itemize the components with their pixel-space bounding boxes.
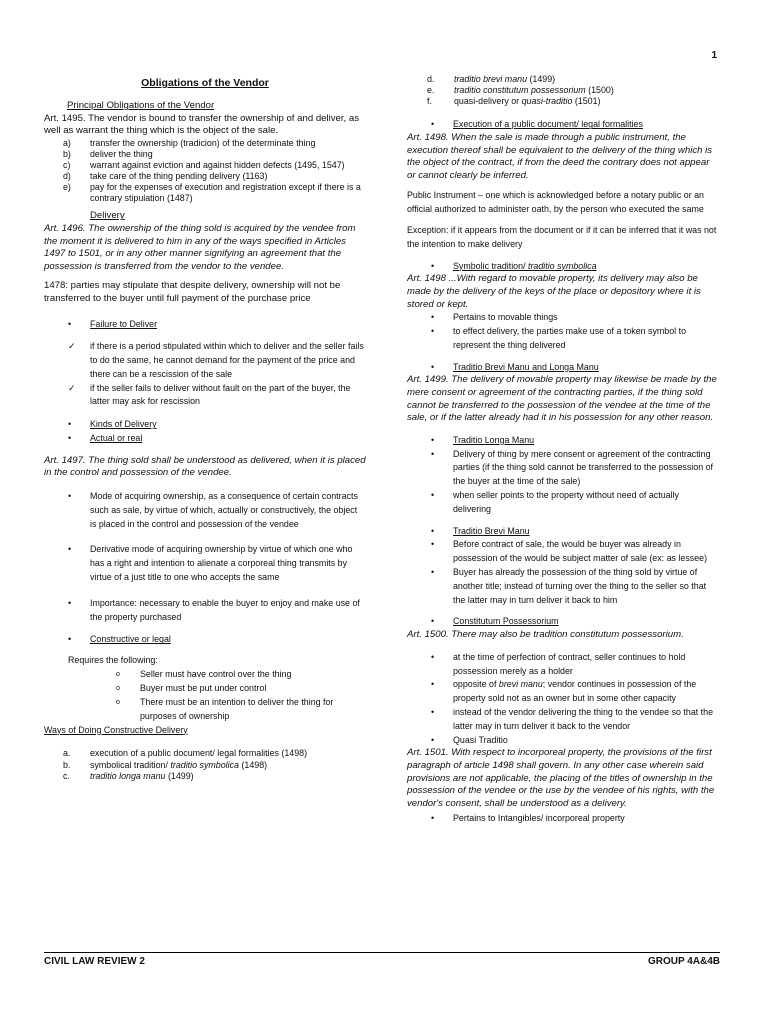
bullet-icon: • bbox=[431, 679, 435, 690]
bullet-icon: • bbox=[68, 433, 72, 444]
bullet-icon: • bbox=[68, 318, 72, 329]
bullet-icon: • bbox=[68, 597, 72, 608]
list-item bbox=[44, 340, 366, 381]
list-item bbox=[63, 182, 366, 204]
art-1501: Art. 1501. With respect to incorporeal property, the provisions of the first paragraph of article 1498 shall govern. In any other case wherein said provisions are not applicable, the placing of the titles of ownership in the possession of the vendee or the use by the vendee of his rights, with the vendor's consent, shall be understood as a delivery. bbox=[407, 747, 715, 809]
constructive-or-legal-heading: Constructive or legal bbox=[90, 634, 171, 645]
list-item bbox=[44, 633, 366, 647]
list-item-text: Buyer has already the possession of the thing sold by virtue of another title; instead of turning over the thing to the seller so that the latter may in turn deliver it back to him bbox=[453, 566, 707, 605]
list-item bbox=[44, 696, 366, 724]
list-item-text: deliver the thing bbox=[90, 148, 153, 159]
ways-constructive-heading: Ways of Doing Constructive Delivery bbox=[44, 724, 188, 735]
checkmark-icon: ✓ bbox=[68, 382, 76, 393]
list-item-text: Derivative mode of acquiring ownership by virtue of which one who has a right and intention to alienate a corporeal thing transmits by virtue of a just title to one who accepts the same bbox=[90, 544, 353, 583]
list-marker: d) bbox=[63, 171, 71, 182]
art-1496: Art. 1496. The ownership of the thing sold is acquired by the vendee from the moment it is delivered to him in any of the ways specified in Articles 1497 to 1501, or in any other manner signifying an agreement that the possession is transferred from the vendor to the vendee. bbox=[44, 222, 356, 272]
requires-list bbox=[44, 668, 366, 724]
failure-to-deliver-list bbox=[44, 340, 366, 409]
list-item: c. traditio longa manu (1499) bbox=[63, 770, 194, 781]
bullet-icon: • bbox=[68, 491, 72, 502]
art-1478-note: 1478: parties may stipulate that despite delivery, ownership will not be transferred to the buyer until full payment of the purchase price bbox=[44, 280, 341, 304]
symbolic-tradition-heading: Symbolic tradition/ traditio symbolica bbox=[453, 260, 597, 271]
list-item bbox=[407, 361, 719, 375]
brevi-longa-heading: Traditio Brevi Manu and Longa Manu bbox=[453, 361, 599, 372]
page-title: Obligations of the Vendor bbox=[141, 77, 269, 89]
principal-obligations-list bbox=[44, 138, 366, 205]
checkmark-icon: ✓ bbox=[68, 341, 76, 352]
list-marker: a) bbox=[63, 137, 71, 148]
list-item: a. execution of a public document/ legal formalities (1498) bbox=[63, 748, 308, 759]
bullet-icon: • bbox=[431, 813, 435, 824]
list-item bbox=[407, 434, 719, 448]
bullet-icon: • bbox=[431, 525, 435, 536]
list-item bbox=[407, 538, 719, 566]
actual-or-real-heading: Actual or real bbox=[90, 433, 143, 444]
list-item bbox=[44, 432, 366, 446]
delivery-heading: Delivery bbox=[90, 210, 125, 222]
kinds-of-delivery-heading: Kinds of Delivery bbox=[90, 419, 157, 430]
public-instrument-definition: Public Instrument – one which is acknowledged before a notary public or an official authorized to administer oath, by the person who executed the same bbox=[407, 190, 704, 215]
list-item bbox=[44, 668, 366, 682]
list-item bbox=[63, 138, 366, 149]
footer-course: CIVIL LAW REVIEW 2 bbox=[44, 956, 145, 967]
bullet-icon: • bbox=[68, 634, 72, 645]
list-item bbox=[407, 615, 719, 629]
list-item-text: Importance: necessary to enable the buyer to enjoy and make use of the property purchased bbox=[90, 597, 360, 622]
bullet-icon: • bbox=[68, 419, 72, 430]
bullet-icon: • bbox=[431, 119, 435, 130]
list-item bbox=[44, 490, 366, 531]
bullet-icon: • bbox=[431, 448, 435, 459]
list-item bbox=[407, 311, 719, 325]
list-marker: c) bbox=[63, 159, 71, 170]
list-item: f. quasi-delivery or quasi-traditio (1501) bbox=[427, 96, 601, 107]
list-item bbox=[44, 382, 366, 410]
art-1495: Art. 1495. The vendor is bound to transfer the ownership of and deliver, as well as warrant the thing which is the object of the sale. bbox=[44, 112, 360, 137]
bullet-icon: • bbox=[431, 260, 435, 271]
list-item-text: to effect delivery, the parties make use of a token symbol to represent the thing delivered bbox=[453, 326, 687, 350]
list-item-text: warrant against eviction and against hidden defects (1495, 1547) bbox=[90, 159, 345, 170]
exception-note: Exception: if it appears from the document or if it can be inferred that it was not the intention to make delivery bbox=[407, 225, 717, 249]
list-item bbox=[407, 525, 719, 539]
list-item bbox=[63, 171, 366, 182]
list-item-text: There must be an intention to deliver the thing for purposes of ownership bbox=[140, 696, 334, 721]
bullet-icon: • bbox=[431, 489, 435, 500]
symbolic-list bbox=[407, 311, 719, 352]
list-item-text: when seller points to the property without need of actually delivering bbox=[453, 489, 679, 514]
art-1500: Art. 1500. There may also be tradition constitutum possessorium. bbox=[407, 629, 684, 641]
list-item bbox=[44, 597, 366, 625]
list-item-text: Delivery of thing by mere consent or agreement of the contracting parties (if the thing sold cannot be transferred to the possession of the buyer at the time of the sale) bbox=[453, 448, 713, 487]
list-item-text: Pertains to movable things bbox=[453, 312, 558, 323]
list-item: b. symbolical tradition/ traditio symbolica (1498) bbox=[63, 759, 268, 770]
list-item: e. traditio constitutum possessorium (1500) bbox=[427, 85, 614, 96]
list-item-text: take care of the thing pending delivery (1163) bbox=[90, 171, 268, 182]
page-number: 1 bbox=[711, 50, 717, 61]
list-item-text: Before contract of sale, the would be buyer was already in possession of the would be subject matter of sale (ex: as lessee) bbox=[453, 539, 708, 564]
failure-to-deliver-heading: Failure to Deliver bbox=[90, 318, 158, 329]
requires-label: Requires the following: bbox=[68, 655, 158, 666]
bullet-icon: • bbox=[431, 706, 435, 717]
list-item-text: if there is a period stipulated within which to deliver and the seller fails to do the same, he cannot demand for the payment of the price and there can be a rescission of the sale bbox=[90, 341, 364, 379]
actual-delivery-list bbox=[44, 490, 366, 624]
bullet-icon: • bbox=[431, 651, 435, 662]
execution-public-document-heading: Execution of a public document/ legal formalities bbox=[453, 119, 643, 130]
quasi-traditio-heading: Quasi Traditio bbox=[453, 734, 508, 745]
list-marker: b) bbox=[63, 148, 71, 159]
list-item bbox=[407, 734, 719, 748]
list-item: • opposite of brevi manu; vendor continues in possession of the property sold not as an owner but in some other capacity bbox=[407, 678, 719, 706]
bullet-icon: • bbox=[431, 734, 435, 745]
list-item: • instead of the vendor delivering the thing to the vendee so that the latter may in turn deliver it back to the vendor bbox=[407, 706, 719, 734]
bullet-icon: • bbox=[431, 539, 435, 550]
list-item bbox=[407, 260, 719, 274]
list-item-text: Buyer must be put under control bbox=[140, 682, 267, 693]
list-item-text: Seller must have control over the thing bbox=[140, 669, 292, 680]
constitutum-possessorium-heading: Constitutum Possessorium bbox=[453, 616, 559, 627]
list-item bbox=[63, 160, 366, 171]
bullet-icon: • bbox=[68, 544, 72, 555]
constitutum-list bbox=[407, 651, 719, 748]
circle-bullet-icon: o bbox=[116, 671, 120, 679]
circle-bullet-icon: o bbox=[116, 698, 120, 706]
longa-manu-list bbox=[407, 448, 719, 517]
list-item: • Pertains to Intangibles/ incorporeal property bbox=[407, 812, 719, 826]
list-item bbox=[44, 682, 366, 696]
list-item bbox=[63, 149, 366, 160]
list-item: • at the time of perfection of contract, seller continues to hold possession merely as a holder bbox=[407, 651, 719, 679]
list-item bbox=[44, 543, 366, 584]
bullet-icon: • bbox=[431, 326, 435, 337]
list-marker: e) bbox=[63, 182, 71, 193]
list-item bbox=[44, 318, 366, 332]
bullet-icon: • bbox=[431, 361, 435, 372]
list-item-text: if the seller fails to deliver without fault on the part of the buyer, the latter may ask for rescission bbox=[90, 382, 351, 407]
list-item bbox=[407, 448, 719, 489]
list-item bbox=[407, 489, 719, 517]
list-item bbox=[44, 418, 366, 432]
art-1499: Art. 1499. The delivery of movable property may likewise be made by the mere consent or agreement of the contracting parties, if the thing sold cannot be transferred to the possession of the vendee at the time of the sale, or if the latter already had it in his possession for any other reason. bbox=[407, 374, 717, 424]
list-item bbox=[407, 325, 719, 353]
principal-obligations-heading: Principal Obligations of the Vendor bbox=[67, 100, 215, 111]
page-footer bbox=[44, 952, 720, 967]
ways-list-continued bbox=[407, 74, 719, 107]
brevi-manu-heading: Traditio Brevi Manu bbox=[453, 525, 530, 536]
longa-manu-heading: Traditio Longa Manu bbox=[453, 434, 535, 445]
bullet-icon: • bbox=[431, 312, 435, 323]
bullet-icon: • bbox=[431, 434, 435, 445]
list-item: d. traditio brevi manu (1499) bbox=[427, 74, 556, 84]
art-1498: Art. 1498. When the sale is made through a public instrument, the execution thereof shall be equivalent to the delivery of the thing which is the object of the contract, if from the deed the contrary does not appear or cannot clearly be inferred. bbox=[407, 132, 713, 181]
left-column bbox=[44, 74, 366, 782]
list-item-text: transfer the ownership (tradicion) of the determinate thing bbox=[90, 137, 316, 148]
ways-list bbox=[44, 748, 366, 781]
footer-group: GROUP 4A&4B bbox=[647, 956, 720, 967]
circle-bullet-icon: o bbox=[116, 684, 120, 692]
list-item-text: pay for the expenses of execution and registration except if there is a contrary stipulation (1487) bbox=[90, 182, 361, 204]
list-item-text: Mode of acquiring ownership, as a consequence of certain contracts such as sale, by virtue of which, actually or constructively, the object is placed in the control and possession of the vendee bbox=[90, 491, 358, 529]
bullet-icon: • bbox=[431, 616, 435, 627]
art-1497: Art. 1497. The thing sold shall be understood as delivered, when it is placed in the control and possession of the vendee. bbox=[44, 454, 366, 479]
brevi-manu-list bbox=[407, 538, 719, 607]
right-column bbox=[407, 74, 719, 826]
art-1498-movable: Art. 1498 ...With regard to movable property, its delivery may also be made by the delivery of the keys of the place or depository where it is stored or kept. bbox=[407, 273, 701, 310]
list-item bbox=[407, 566, 719, 607]
list-item bbox=[407, 118, 719, 132]
bullet-icon: • bbox=[431, 566, 435, 577]
